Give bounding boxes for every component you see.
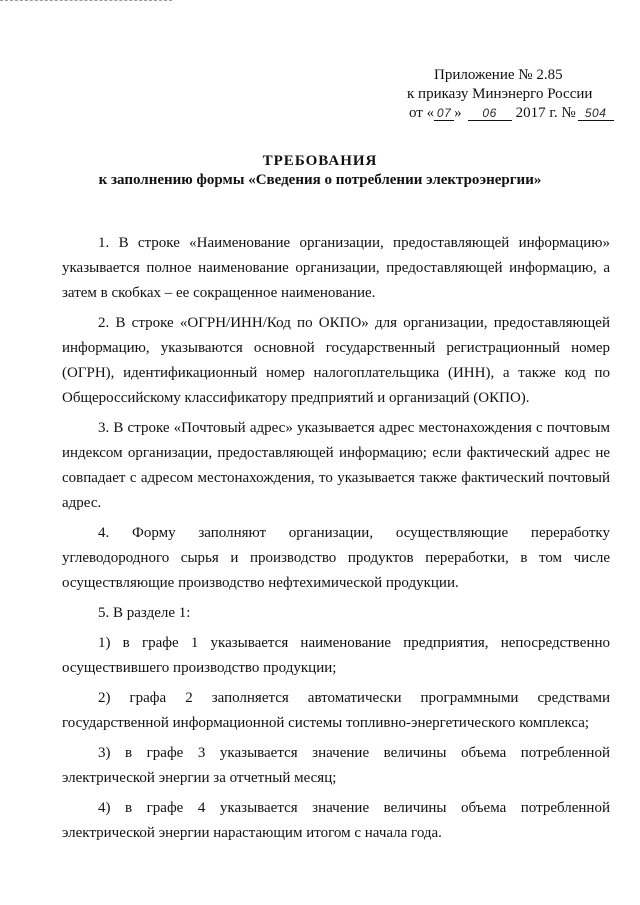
document-body [62,231,610,846]
document-subtitle: к заполнению формы «Сведения о потреблении электроэнергии» [98,172,542,188]
date-day-handwritten: 07 [434,106,454,121]
subitem-4: 4) в графе 4 указывается значение величины объема потребленной электрической энергии нарастающим итогом с начала года. [62,800,610,841]
order-number-handwritten: 504 [578,106,614,121]
order-number-prefix: г. № [549,105,576,121]
subitem-2: 2) графа 2 заполняется автоматически программными средствами государственной информационной системы топливно-энергетического комплекса; [62,690,610,731]
paragraph-5: 5. В разделе 1: [98,605,191,621]
appendix-order-ref: к приказу Минэнерго России [407,86,593,102]
paragraph-2: 2. В строке «ОГРН/ИНН/Код по ОКПО» для организации, предоставляющей информацию, указываются основной государственный регистрационный номер (ОГРН), идентификационный номер налогоплательщика (ИНН), а также код по Общероссийскому классификатору предприятий и организаций (ОКПО). [62,315,610,406]
subitem-1: 1) в графе 1 указывается наименование предприятия, непосредственно осуществившего производство продукции; [62,635,610,676]
appendix-number: Приложение № 2.85 [434,67,563,83]
appendix-header [392,66,632,123]
date-prefix: от « [409,105,435,121]
date-mid: » [454,105,462,121]
date-year: 2017 [515,105,546,121]
date-month-handwritten: 06 [468,106,512,121]
paragraph-1: 1. В строке «Наименование организации, предоставляющей информацию» указывается полное наименование организации, предоставляющей информацию, а затем в скобках – ее сокращенное наименование. [62,235,610,301]
paragraph-4: 4. Форму заполняют организации, осуществляющие переработку углеводородного сырья и производство продуктов переработки, в том числе осуществляющие производство нефтехимической продукции. [62,525,610,591]
paragraph-3: 3. В строке «Почтовый адрес» указывается адрес местонахождения с почтовым индексом организации, предоставляющей информацию; если фактический адрес не совпадает с адресом местонахождения, то указывается также фактический почтовый адрес. [62,420,610,511]
appendix-date-line [392,104,632,123]
scan-edge-mark [0,0,172,1]
document-title: ТРЕБОВАНИЯ [262,153,378,169]
subitem-3: 3) в графе 3 указывается значение величины объема потребленной электрической энергии за отчетный месяц; [62,745,610,786]
